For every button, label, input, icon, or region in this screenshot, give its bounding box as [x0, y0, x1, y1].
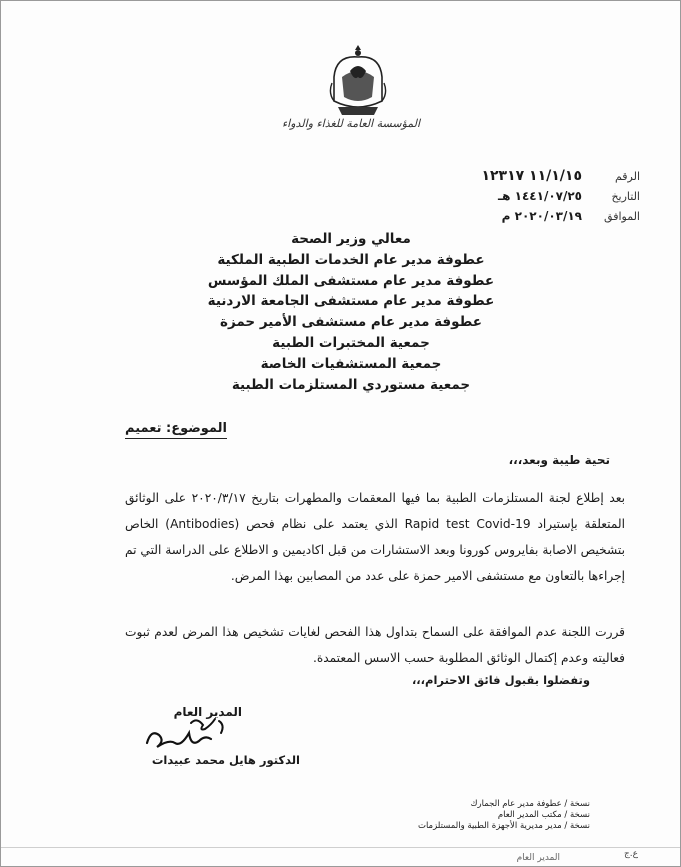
- recipient-line: معالي وزير الصحة: [291, 231, 411, 247]
- closing-line: وتفضلوا بقبول فائق الاحترام،،،: [411, 673, 590, 687]
- footer-text: المدير العام: [516, 853, 560, 863]
- subject-underline: [125, 438, 227, 439]
- copy-line: نسخة / مدير مديرية الأجهزة الطبية والمستلزمات: [417, 821, 590, 831]
- recipient-line: عطوفة مدير عام مستشفى الملك المؤسس: [207, 272, 495, 289]
- copy-line: نسخة / عطوفة مدير عام الجمارك: [470, 799, 590, 809]
- footer-code: ع.ج: [623, 849, 638, 859]
- organization-name: المؤسسة العامة للغذاء والدواء: [281, 117, 421, 130]
- jordan-coat-of-arms-icon: [328, 41, 388, 121]
- recipient-line: جمعية مستوردي المستلزمات الطبية: [231, 376, 471, 393]
- copies-list: [418, 799, 590, 832]
- gregorian-date-value: ٢٠٢٠/٠٣/١٩ م: [501, 209, 582, 223]
- subject-text: الموضوع: تعميم: [125, 421, 227, 436]
- recipient-list: [201, 229, 501, 395]
- hijri-date-row: [430, 186, 640, 206]
- recipient-line: جمعية المختبرات الطبية: [272, 334, 430, 351]
- body-paragraph: قررت اللجنة عدم الموافقة على السماح بتداول هذا الفحص لغايات تشخيص هذا المرض لعدم ثبوت فعاليته وعدم إكتمال الوثائق المطلوبة حسب الاسس المعتمدة.: [125, 625, 625, 665]
- signatory-name: الدكتور هايل محمد عبيدات: [151, 753, 300, 767]
- date-label: التاريخ: [611, 189, 640, 203]
- body-paragraph: بعد إطلاع لجنة المستلزمات الطبية بما فيها المعقمات والمطهرات بتاريخ ٢٠٢٠/٣/١٧ على الوثائق المتعلقة بإستيراد Rapid test Covid-19 الذي يعتمد على نظام فحص (Antibodies) الخاص بتشخيص الاصابة بفايروس كورونا وبعد الاستشارات من قبل اكاديمين و الاطلاع على الدراسة التي تم إجراءها بالتعاون مع مستشفى الامير حمزة على عدد من المصابين بهذا المرض.: [125, 491, 625, 583]
- reference-number-value: ١١/١/١٥ ١٢٣١٧: [481, 168, 582, 184]
- subject-line: [125, 421, 227, 436]
- reference-number-label: الرقم: [614, 169, 640, 183]
- recipient-line: عطوفة مدير عام الخدمات الطبية الملكية: [217, 251, 485, 268]
- recipient-line: جمعية المستشفيات الخاصة: [260, 355, 442, 372]
- hijri-date-value: ١٤٤١/٠٧/٢٥ هـ: [498, 189, 582, 203]
- corresponding-label: الموافق: [604, 209, 640, 223]
- recipient-line: عطوفة مدير عام مستشفى الأمير حمزة: [220, 314, 482, 331]
- reference-block: [430, 166, 640, 226]
- recipient-line: عطوفة مدير عام مستشفى الجامعة الاردنية: [207, 293, 495, 310]
- copy-line: نسخة / مكتب المدير العام: [497, 810, 590, 820]
- footer-divider: [1, 847, 680, 848]
- gregorian-date-row: [430, 206, 640, 226]
- reference-number-row: [430, 166, 640, 186]
- greeting: تحية طيبة وبعد،،،: [508, 453, 610, 467]
- signatory-title: المدير العام: [173, 705, 242, 719]
